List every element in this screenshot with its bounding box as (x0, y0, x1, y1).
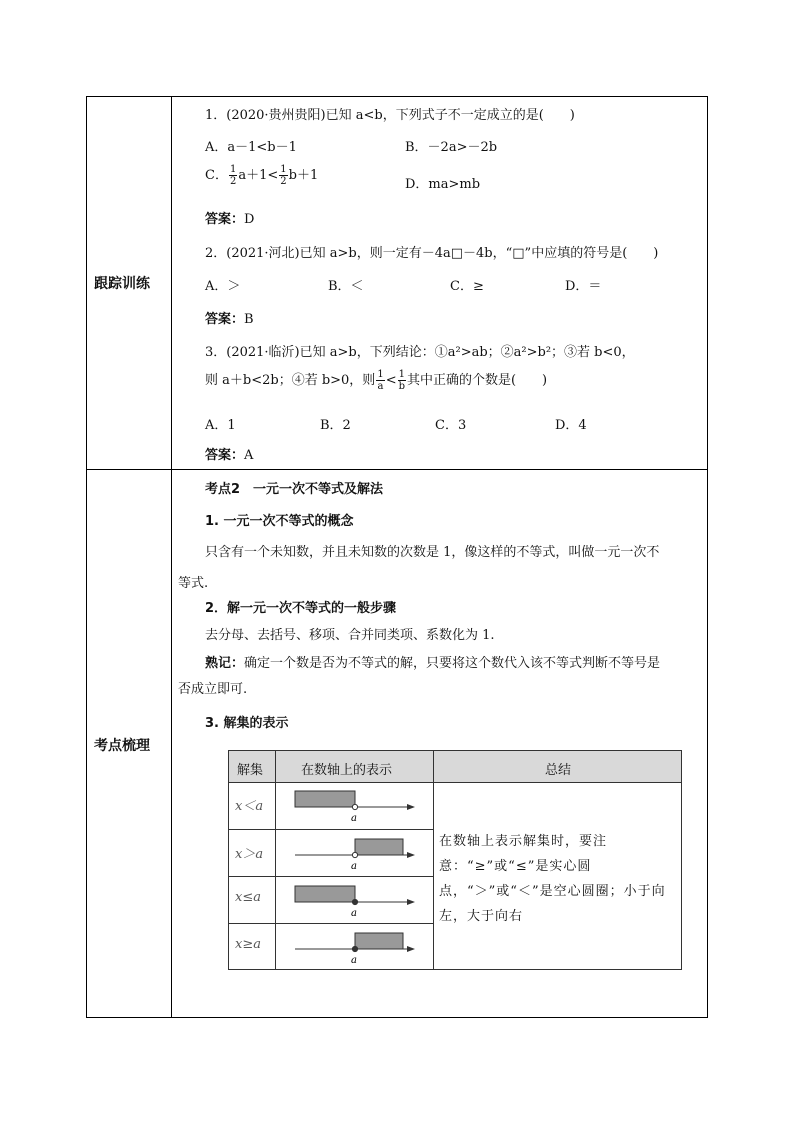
row-divider (87, 469, 707, 470)
fraction: $\frac{1}{b}$ (398, 369, 405, 392)
q3-option-b: B．2 (320, 418, 351, 433)
q1-option-d: D．ma>mb (405, 177, 481, 192)
fraction: $\frac{1}{a}$ (377, 369, 384, 392)
q2-option-c: C．≥ (450, 279, 484, 294)
note-text-cont: 否成立即可. (178, 682, 248, 697)
summary-text: 在数轴上表示解集时，要注意：“≥”或“≤”是实心圆点，“＞”或“＜”是空心圆圈；小于向左，大于向右 (439, 834, 666, 924)
point-label: a (351, 861, 357, 872)
q2-answer: 答案：B (205, 312, 254, 327)
row-divider (229, 923, 433, 924)
tracking-section-label: 跟踪训练 (94, 276, 150, 292)
section-2-text: 去分母、去括号、移项、合并同类项、系数化为 1. (205, 628, 495, 643)
q3-stem: 3．(2021·临沂)已知 a>b，下列结论：①a²>ab；②a²>b²；③若 b<0， (205, 345, 635, 360)
q1-option-c: C． $\frac{1}{2}$ a＋1< $\frac{1}{2}$ b＋1 (205, 164, 319, 187)
section-1-title: 1. 一元一次不等式的概念 (205, 514, 354, 529)
q3-answer: 答案：A (205, 448, 254, 463)
q2-stem: 2．(2021·河北)已知 a>b，则一定有－4a□－4b，“□”中应填的符号是( ) (205, 246, 659, 261)
q1-option-a: A．a－1<b－1 (205, 140, 297, 155)
header-solution-set: 解集 (237, 763, 264, 778)
inequality-gt: x＞a (235, 847, 264, 862)
topic-heading: 考点2 一元一次不等式及解法 (205, 482, 384, 497)
number-line-gt (289, 835, 419, 875)
point-label: a (351, 908, 357, 919)
header-summary: 总结 (545, 763, 572, 778)
note-text: 熟记：确定一个数是否为不等式的解，只要将这个数代入该不等式判断不等号是 (205, 656, 661, 671)
point-label: a (351, 813, 357, 824)
section-1-text-cont: 等式. (178, 576, 209, 591)
number-line-ge (289, 929, 419, 969)
fraction: $\frac{1}{2}$ (280, 164, 287, 187)
number-line-le (289, 882, 419, 922)
q1-answer: 答案：D (205, 212, 255, 227)
inequality-ge: x≥a (235, 937, 261, 952)
row-divider (229, 876, 433, 877)
section-2-title: 2．解一元一次不等式的一般步骤 (205, 601, 397, 616)
q2-option-a: A．＞ (205, 279, 241, 294)
column-divider (275, 751, 276, 969)
summary-section-label: 考点梳理 (94, 738, 150, 754)
q3-option-a: A．1 (205, 418, 236, 433)
q3-line2: 则 a＋b<2b；④若 b>0，则 $\frac{1}{a}$ < $\frac{1}{b}$ 其中正确的个数是( ) (205, 369, 548, 392)
section-3-title: 3. 解集的表示 (205, 716, 289, 731)
solution-set-table (228, 750, 682, 970)
inequality-lt: x＜a (235, 799, 264, 814)
header-number-line: 在数轴上的表示 (301, 763, 393, 778)
fraction: $\frac{1}{2}$ (229, 164, 237, 187)
q1-option-b: B．－2a>－2b (405, 140, 498, 155)
column-divider (433, 751, 434, 969)
q2-option-d: D．＝ (565, 279, 602, 294)
point-label: a (351, 955, 357, 966)
q1-stem: 1．(2020·贵州贵阳)已知 a<b，下列式子不一定成立的是( ) (205, 108, 575, 123)
row-divider (229, 829, 433, 830)
table-header (229, 751, 681, 783)
number-line-lt (289, 787, 419, 827)
inequality-le: x≤a (235, 890, 261, 905)
q3-option-c: C．3 (435, 418, 467, 433)
section-1-text: 只含有一个未知数，并且未知数的次数是 1，像这样的不等式，叫做一元一次不 (205, 545, 660, 560)
q3-option-d: D．4 (555, 418, 587, 433)
column-divider (171, 97, 172, 1017)
q2-option-b: B．＜ (328, 279, 364, 294)
